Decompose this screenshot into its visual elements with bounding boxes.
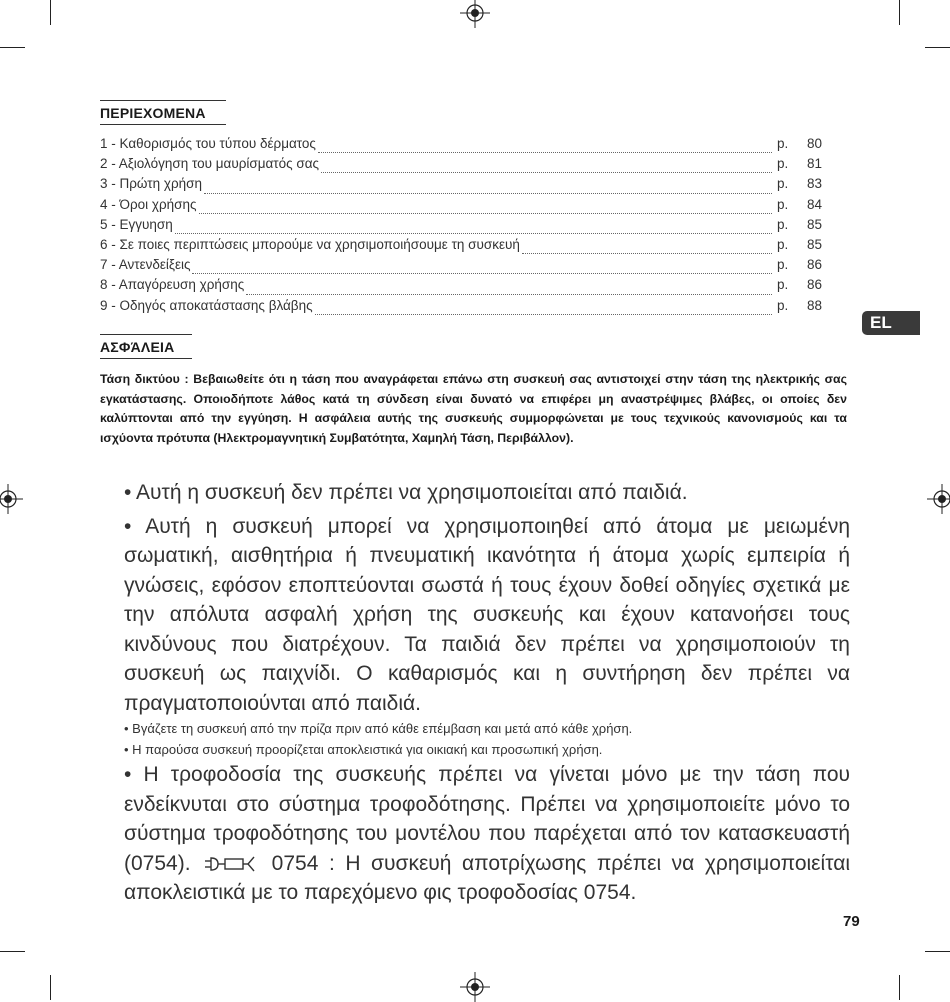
toc-page-number: 88: [806, 297, 822, 313]
toc-page-number: 85: [806, 236, 822, 252]
toc-page-prefix: p.: [777, 136, 789, 151]
crop-mark: [0, 951, 25, 952]
registration-mark-icon: [0, 484, 23, 514]
toc-entry-title: 7 - Αντενδείξεις: [100, 257, 191, 273]
toc-entry-title: 2 - Αξιολόγηση του μαυρίσματός σας: [100, 156, 320, 172]
toc-entry-title: 1 - Καθορισμός του τύπου δέρματος: [100, 136, 316, 151]
table-of-contents: [100, 136, 822, 318]
toc-entry[interactable]: [100, 257, 822, 277]
toc-entry[interactable]: [100, 136, 822, 156]
toc-entry[interactable]: [100, 217, 822, 237]
toc-page-prefix: p.: [777, 297, 789, 313]
toc-page-number: 86: [806, 257, 822, 273]
toc-entry-title: 5 - Εγγυηση: [100, 216, 173, 232]
toc-entry[interactable]: [100, 176, 822, 196]
toc-page-prefix: p.: [777, 277, 789, 293]
crop-mark: [50, 0, 51, 25]
toc-page-prefix: p.: [777, 257, 789, 273]
toc-page-number: 86: [806, 277, 822, 293]
toc-page-prefix: p.: [777, 156, 789, 172]
toc-entry-title: 8 - Απαγόρευση χρήσης: [100, 277, 245, 293]
toc-page-prefix: p.: [777, 236, 789, 252]
toc-entry[interactable]: [100, 197, 822, 217]
toc-page-prefix: p.: [777, 196, 789, 212]
crop-mark: [0, 47, 25, 48]
toc-page-number: 85: [806, 216, 822, 232]
toc-leader-dots: [199, 213, 772, 214]
safety-bullet: • Αυτή η συσκευή μπορεί να χρησιμοποιηθεί από άτομα με μειωμένη σωματική, αισθητήρια ή πνευματική ικανότητα ή άτομα χωρίς εμπειρία ή γνώσεις, εφόσον εποπτεύονται σωστά ή τους έχουν δοθεί οδηγίες σχετικά με την απόλυτα ασφαλή χρήση της συσκευής και έχουν κατανοήσει τους κινδύνους που διατρέχουν. Τα παιδιά δεν πρέπει να χρησιμοποιούν τη συσκευή ως παιχνίδι. Ο καθαρισμός και η συντήρηση δεν πρέπει να πραγματοποιούνται από παιδιά.: [124, 514, 850, 715]
voltage-warning: Τάση δικτύου : Βεβαιωθείτε ότι η τάση που αναγράφεται επάνω στη συσκευή σας αντιστοιχεί στην τάση της ηλεκτρικής σας εγκατάστασης. Οποιοδήποτε λάθος κατά τη σύνδεση είναι δυνατό να επιφέρει μη αναστρέψιμες βλάβες, οι οποίες δεν καλύπτονται από την εγγύηση. Η ασφάλεια αυτής της συσκευής συμμορφώνεται με τους τεχνικούς κανονισμούς και τα ισχύοντα πρότυπα (Ηλεκτρομαγνητική Συμβατότητα, Χαμηλή Τάση, Περιβάλλον).: [100, 372, 847, 445]
toc-entry-title: 6 - Σε ποιες περιπτώσεις μπορούμε να χρησιμοποιήσουμε τη συσκευή: [100, 236, 520, 252]
registration-mark-icon: [460, 972, 490, 1002]
toc-entry-title: 9 - Οδηγός αποκατάστασης βλάβης: [100, 297, 313, 313]
toc-leader-dots: [246, 294, 772, 295]
crop-mark: [899, 975, 900, 1000]
toc-leader-dots: [321, 172, 772, 173]
registration-mark-icon: [460, 0, 490, 28]
safety-heading: ΑΣΦΆΛΕΙΑ: [100, 334, 192, 359]
toc-page-number: 84: [806, 196, 822, 212]
toc-leader-dots: [315, 314, 772, 315]
safety-bullet: • Αυτή η συσκευή δεν πρέπει να χρησιμοποιείται από παιδιά.: [124, 481, 688, 504]
toc-leader-dots: [175, 233, 772, 234]
language-tab: EL: [862, 311, 920, 335]
crop-mark: [925, 951, 950, 952]
safety-bullet-small: • Βγάζετε τη συσκευή από την πρίζα πριν από κάθε επέμβαση και μετά από κάθε χρήση.: [124, 721, 633, 736]
toc-entry-title: 3 - Πρώτη χρήση: [100, 176, 202, 192]
safety-bullet-small: • Η παρούσα συσκευή προορίζεται αποκλειστικά για οικιακή και προσωπική χρήση.: [124, 742, 603, 757]
toc-leader-dots: [318, 152, 772, 153]
power-plug-icon: [203, 855, 259, 873]
crop-mark: [50, 975, 51, 1000]
toc-page-number: 80: [806, 136, 822, 151]
toc-page-number: 81: [806, 156, 822, 172]
toc-page-number: 83: [806, 176, 822, 192]
crop-mark: [899, 0, 900, 25]
page-number: 79: [843, 913, 860, 930]
toc-entry-title: 4 - Όροι χρήσης: [100, 196, 197, 212]
safety-instructions: [124, 478, 850, 908]
toc-heading: ΠΕΡΙΕΧΟΜΕΝΑ: [100, 100, 226, 125]
toc-entry[interactable]: [100, 156, 822, 176]
toc-entry[interactable]: [100, 298, 822, 318]
toc-page-prefix: p.: [777, 176, 789, 192]
toc-leader-dots: [522, 253, 772, 254]
power-supply-text: • Η τροφοδοσία της συσκευής πρέπει να γίνεται μόνο με την τάση που ενδείκνυται στο σύστημα τροφοδότησης. Πρέπει να χρησιμοποιείτε μόνο το σύστημα τροφοδότησης του μοντέλου που παρέχεται από τον κατασκευαστή (0754).: [124, 763, 850, 875]
toc-page-prefix: p.: [777, 216, 789, 232]
toc-leader-dots: [192, 273, 772, 274]
registration-mark-icon: [927, 484, 950, 514]
toc-entry[interactable]: [100, 237, 822, 257]
safety-bullet-power: [124, 760, 850, 908]
toc-leader-dots: [204, 193, 772, 194]
power-supply-text-cont: 0754 : Η συσκευή αποτρίχωσης πρέπει να χρησιμοποιείται αποκλειστικά με το παρεχόμενο φις τροφοδοσίας 0754.: [124, 851, 850, 904]
toc-entry[interactable]: [100, 277, 822, 297]
crop-mark: [925, 47, 950, 48]
